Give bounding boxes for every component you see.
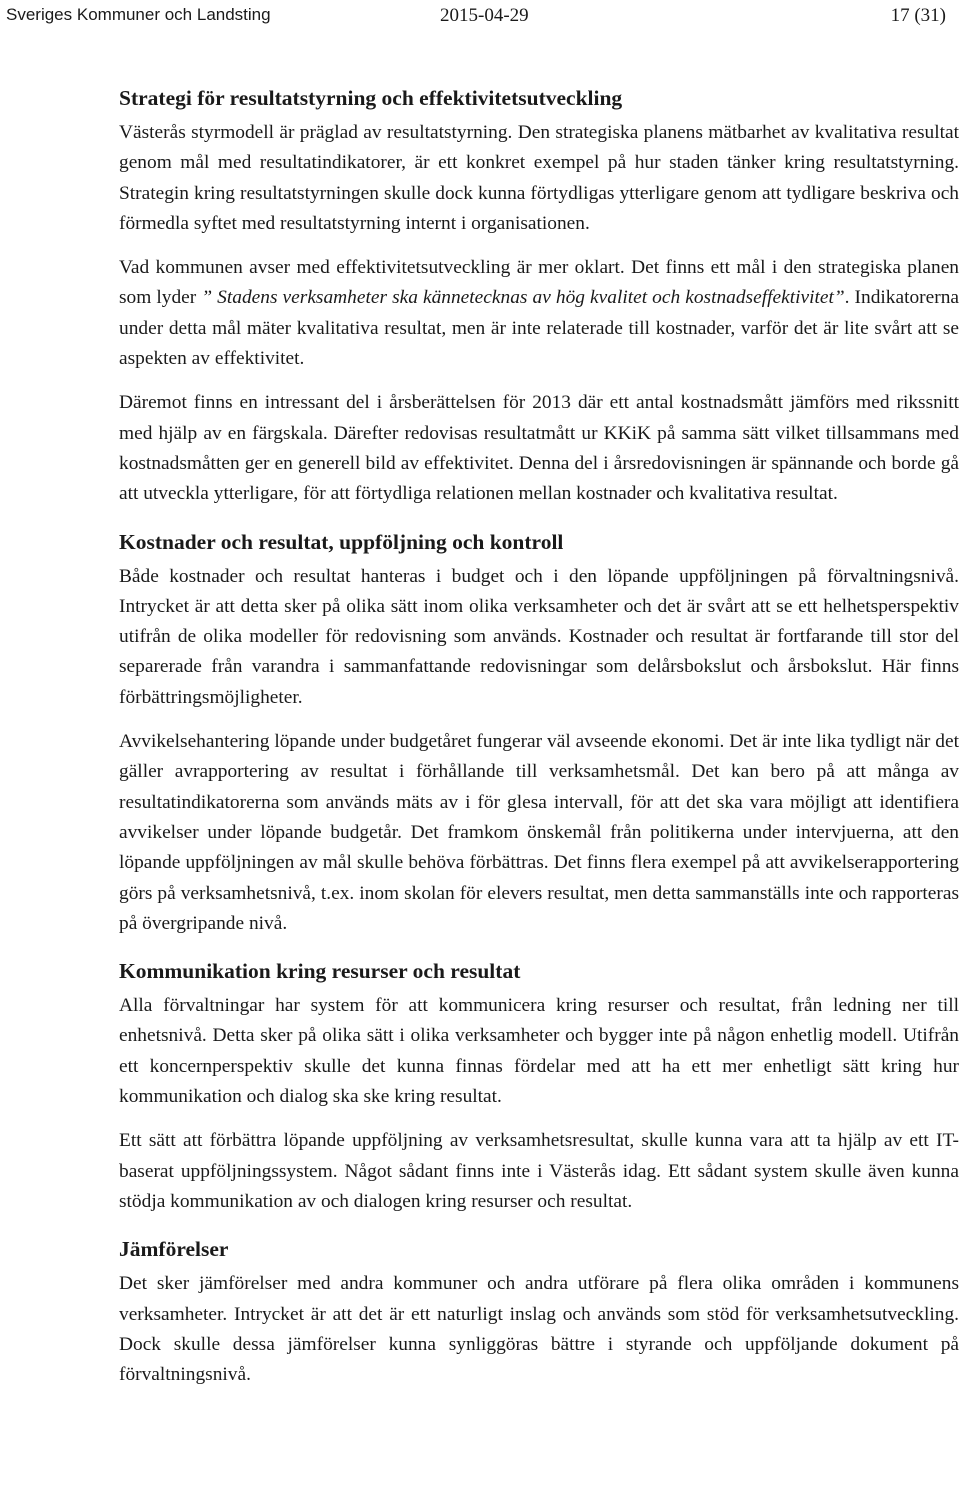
paragraph: Både kostnader och resultat hanteras i budget och i den löpande uppföljningen på förvaltningsnivå. Intrycket är att detta sker på olika sätt inom olika verksamheter och det är svårt att se ett helhetsperspektiv utifrån de olika modeller för redovisning som används. Kostnader och resultat är fortfarande till stor del separerade från varandra i sammanfattande redovisningar som delårsbokslut och årsbokslut. Här finns förbättringsmöjligheter. xyxy=(119,565,959,708)
section-strategi xyxy=(119,84,959,510)
header-date: 2015-04-29 xyxy=(440,5,529,26)
page-header xyxy=(0,0,960,34)
section-kostnader xyxy=(119,528,959,940)
section-kommunikation xyxy=(119,957,959,1217)
paragraph-with-quote xyxy=(119,253,959,374)
document-body xyxy=(119,84,959,1404)
quoted-goal: ” Stadens verksamheter ska kännetecknas av hög kvalitet och kostnadseffektivitet” xyxy=(201,287,845,309)
paragraph-text: Vad kommunen avser med effektivitetsutveckling är mer oklart. Det finns ett mål i den strategiska planen som lyder xyxy=(119,257,959,309)
section-heading: Strategi för resultatstyrning och effektivitetsutveckling xyxy=(119,86,623,110)
section-heading: Jämförelser xyxy=(119,1237,229,1262)
paragraph: Däremot finns en intressant del i årsberättelsen för 2013 där ett antal kostnadsmått jämförs med rikssnitt med hjälp av en färgskala. Därefter redovisas resultatmått ur KKiK på samma sätt vilket tillsammans med kostnadsmåtten ger en generell bild av effektivitet. Denna del i årsredovisningen är spännande och borde gå att utveckla ytterligare, för att förtydliga relationen mellan kostnader och kvalitativa resultat. xyxy=(119,392,959,505)
paragraph: Västerås styrmodell är präglad av resultatstyrning. Den strategiska planens mätbarhet av kvalitativa resultat genom mål med resultatindikatorer, är ett konkret exempel på hur staden tänker kring resultatstyrning. Strategin kring resultatstyrningen skulle dock kunna förtydligas ytterligare genom att tydligare beskriva och förmedla syftet med resultatstyrning internt i organisationen. xyxy=(119,122,959,234)
section-heading: Kostnader och resultat, uppföljning och kontroll xyxy=(119,529,564,554)
section-jamforelser xyxy=(119,1235,959,1390)
paragraph: Alla förvaltningar har system för att kommunicera kring resurser och resultat, från ledning ner till enhetsnivå. Detta sker på olika sätt i olika verksamheter och bygger inte på någon enhetlig modell. Utifrån ett koncernperspektiv skulle det kunna finnas fördelar med att ha ett mer enhetligt sätt kring hur kommunikation och dialog ska ske kring resultat. xyxy=(119,995,959,1108)
paragraph: Ett sätt att förbättra löpande uppföljning av verksamhetsresultat, skulle kunna vara att ta hjälp av ett IT-baserat uppföljningssystem. Något sådant finns inte i Västerås idag. Ett sådant system skulle även kunna stödja kommunikation av och dialogen kring resurser och resultat. xyxy=(119,1130,959,1212)
header-page-number: 17 (31) xyxy=(890,5,946,26)
header-organization: Sveriges Kommuner och Landsting xyxy=(6,5,271,24)
section-heading: Kommunikation kring resurser och resultat xyxy=(119,959,521,984)
paragraph: Avvikelsehantering löpande under budgetåret fungerar väl avseende ekonomi. Det är inte lika tydligt när det gäller avrapportering av resultat i förhållande till verksamhetsmål. Det kan bero på att många av resultatindikatorerna som används mäts av i för glesa intervall, för att det ska vara möjligt att identifiera avvikelser under löpande budgetår. Det framkom önskemål från politikerna under intervjuerna, att den löpande uppföljningen av mål skulle behöva förbättras. Det finns flera exempel på att avvikelserapportering görs på verksamhetsnivå, t.ex. inom skolan för elevers resultat, men detta sammanställs inte och rapporteras på övergripande nivå. xyxy=(119,731,959,934)
paragraph-text: . Indikatorerna under detta mål mäter kvalitativa resultat, men är inte relaterade till kostnader, varför det är lite svårt att se aspekten av effektivitet. xyxy=(119,287,959,370)
paragraph: Det sker jämförelser med andra kommuner och andra utförare på flera olika områden i kommunens verksamheter. Intrycket är att det är ett naturligt inslag och används som stöd för verksamhetsutveckling. Dock skulle dessa jämförelser kunna synliggöras bättre i styrande och uppföljande dokument på förvaltningsnivå. xyxy=(119,1273,959,1386)
